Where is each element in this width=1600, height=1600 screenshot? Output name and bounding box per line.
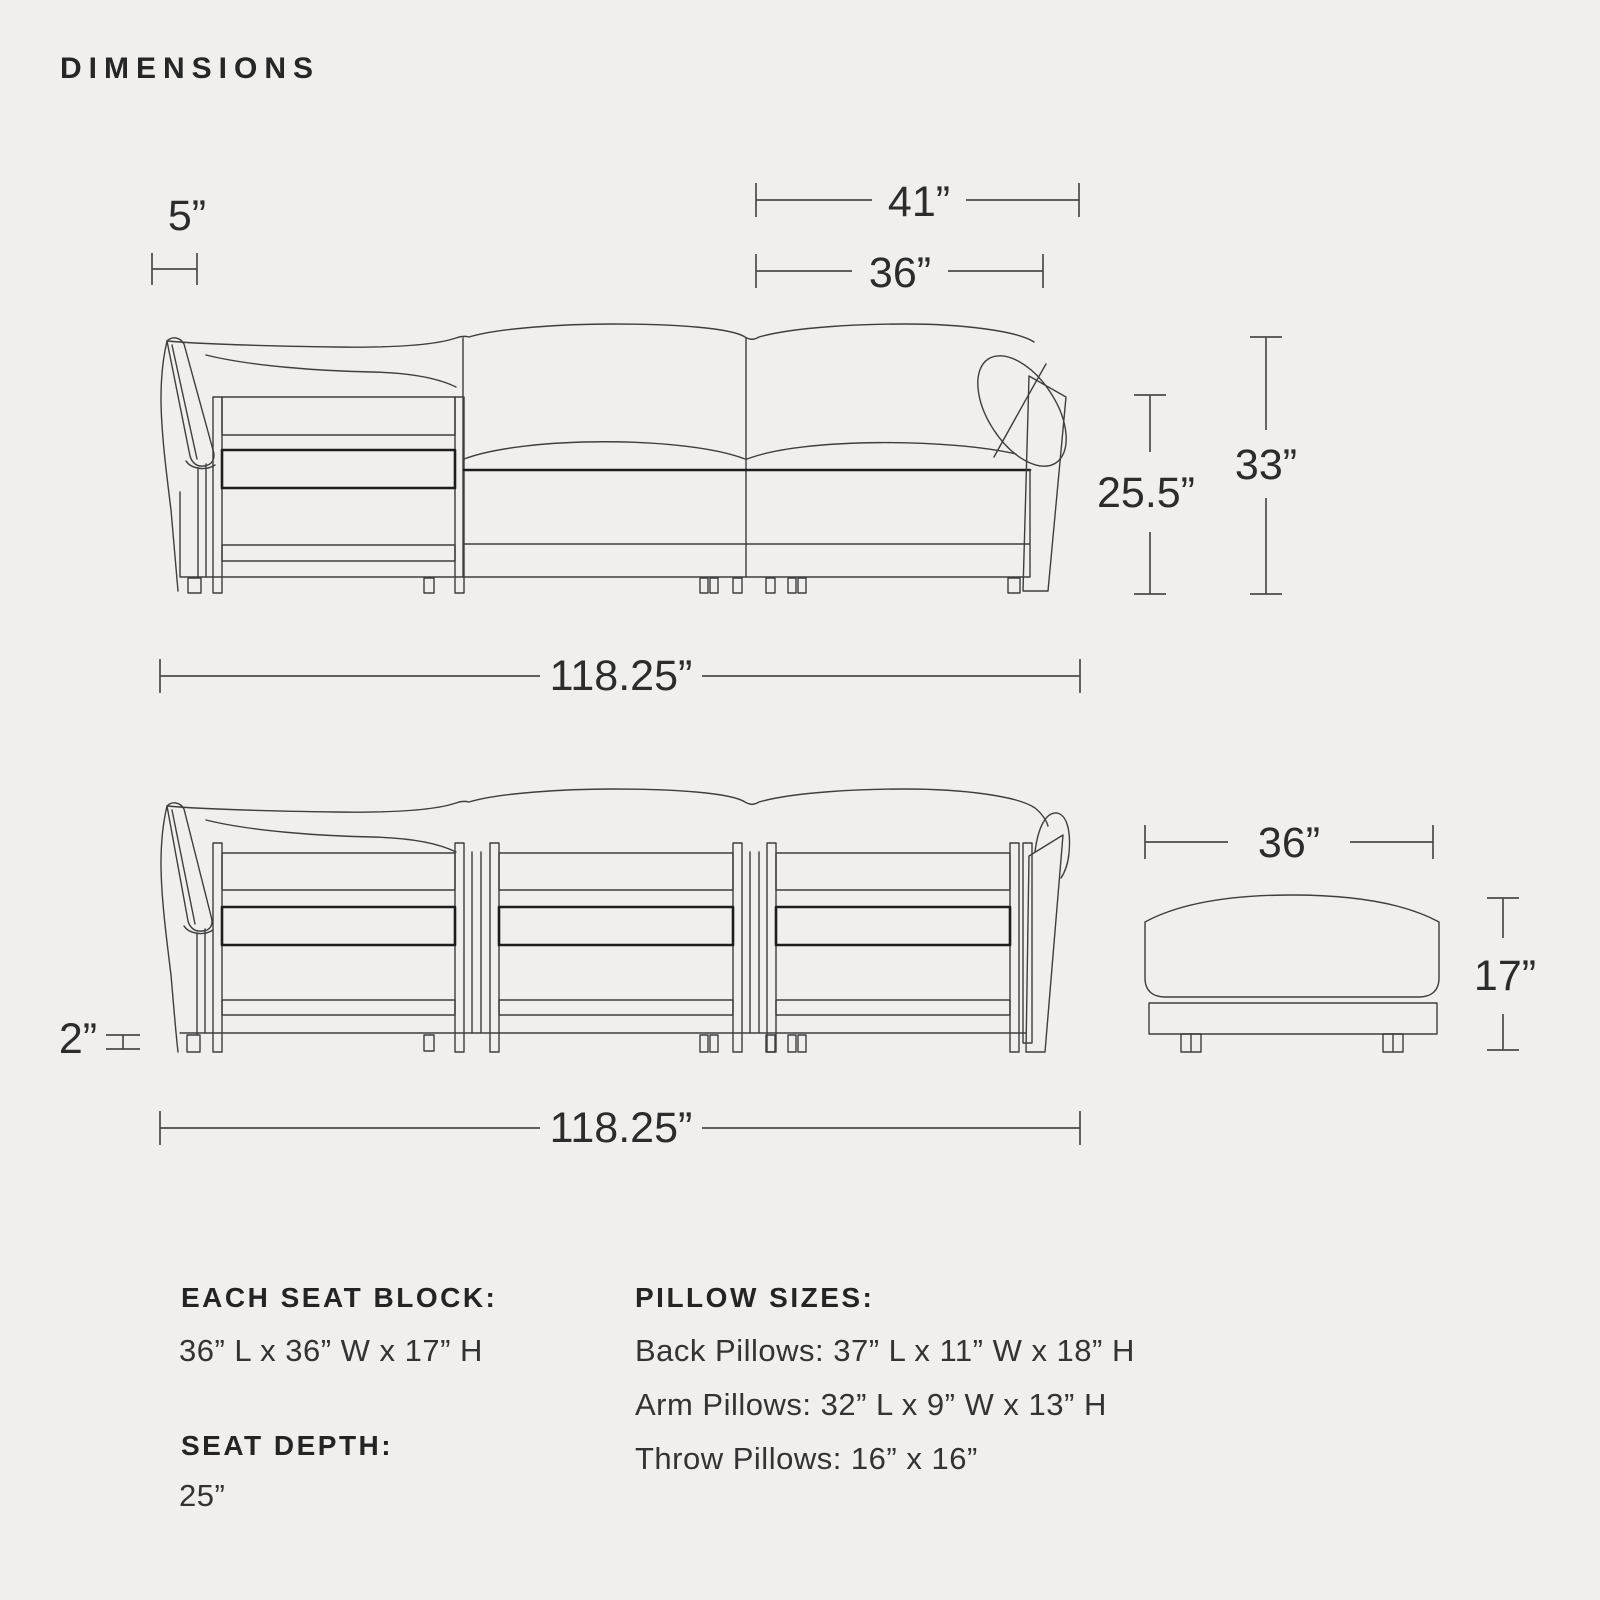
- frame-post: [1010, 843, 1019, 1052]
- pillow-sizes-heading: PILLOW SIZES:: [635, 1282, 875, 1313]
- seat-depth-heading: SEAT DEPTH:: [181, 1430, 394, 1461]
- dim-overall-length-front: [160, 652, 1080, 700]
- frame-bottom-rail: [499, 1000, 733, 1015]
- front-bolster-pillow-seam: [994, 364, 1046, 457]
- frame-post: [213, 843, 222, 1052]
- front-module-junctions: [463, 338, 746, 577]
- frame-bottom-rail: [222, 545, 455, 561]
- front-corner-frame: [213, 397, 464, 593]
- pillow-throw-value: Throw Pillows: 16” x 16”: [635, 1441, 978, 1476]
- frame-bottom-rail: [222, 1000, 455, 1015]
- dim-seat-with-back: [756, 178, 1079, 226]
- back-cushion-top: [167, 789, 1048, 826]
- back-left-arm-edge: [161, 806, 178, 1052]
- frame-mid-rail: [776, 907, 1010, 945]
- frame-post: [455, 843, 464, 1052]
- seat-block-value: 36” L x 36” W x 17” H: [179, 1333, 483, 1368]
- dim-ottoman-17-label: 17”: [1473, 952, 1537, 1000]
- leg: [188, 578, 201, 593]
- pillow-arm-value: Arm Pillows: 32” L x 9” W x 13” H: [635, 1387, 1107, 1422]
- front-left-arm-pillow-seam: [172, 345, 197, 459]
- front-corner-cushion-curve: [206, 355, 456, 387]
- dim-2-label: 2”: [58, 1015, 98, 1063]
- front-back-cushion-top: [167, 324, 1034, 347]
- leg: [766, 578, 775, 593]
- back-frame-module: [490, 843, 742, 1052]
- frame-top-rail: [499, 853, 733, 890]
- back-left-arm-inner-edges: [197, 929, 205, 1035]
- leg: [700, 1035, 708, 1052]
- front-left-arm-pillow-curl: [186, 461, 215, 468]
- frame-top-rail: [776, 853, 1010, 890]
- dim-118-back-label: 118.25”: [549, 1104, 693, 1152]
- pillow-back-value: Back Pillows: 37” L x 11” W x 18” H: [635, 1333, 1135, 1368]
- frame-post: [213, 397, 222, 593]
- dim-ottoman-height: [1474, 898, 1536, 1050]
- dim-ottoman-36-label: 36”: [1257, 819, 1321, 867]
- front-left-arm-edge: [161, 341, 178, 591]
- back-bolster-pillow: [1035, 813, 1070, 878]
- frame-mid-rail: [222, 450, 455, 488]
- leg: [788, 578, 796, 593]
- frame-post: [767, 843, 776, 1052]
- sofa-back-view-drawing: [161, 789, 1070, 1052]
- dim-36-label: 36”: [868, 249, 932, 297]
- dim-arm-width-label: 5”: [167, 192, 207, 240]
- back-legs: [187, 1035, 806, 1052]
- sofa-front-view-drawing: [161, 324, 1084, 593]
- dim-25-5-label: 25.5”: [1096, 469, 1196, 517]
- seat-block-heading: EACH SEAT BLOCK:: [181, 1282, 498, 1313]
- seat-depth-value: 25”: [179, 1478, 226, 1513]
- leg: [1008, 578, 1020, 593]
- back-left-arm-pillow-seam: [172, 810, 195, 924]
- frame-top-rail: [222, 853, 455, 890]
- front-seat-cushion-seams: [464, 442, 1016, 459]
- frame-post: [490, 843, 499, 1052]
- ottoman-cushion: [1145, 895, 1439, 997]
- back-frame-module: [767, 843, 1019, 1052]
- frame-top-rail: [222, 397, 455, 435]
- ottoman-drawing: [1145, 895, 1439, 1052]
- ottoman-base: [1149, 1003, 1437, 1034]
- frame-mid-rail: [499, 907, 733, 945]
- dim-arm-width-line: [152, 253, 197, 285]
- leg: [710, 578, 718, 593]
- dim-ottoman-width: [1145, 819, 1433, 867]
- leg: [798, 578, 806, 593]
- dim-seat-back-height: [1097, 395, 1195, 594]
- leg: [187, 1035, 200, 1052]
- front-legs: [188, 578, 1020, 593]
- leg: [710, 1035, 718, 1052]
- back-corner-cushion-curve: [206, 820, 456, 852]
- back-module-gaps: [472, 852, 759, 1033]
- frame-mid-rail: [222, 907, 455, 945]
- dim-overall-height: [1235, 337, 1297, 594]
- page-title: DIMENSIONS: [60, 52, 321, 85]
- dim-41-label: 41”: [887, 178, 951, 226]
- dim-seat-width: [756, 249, 1043, 297]
- dim-leg-height: [59, 1015, 140, 1063]
- frame-post: [733, 843, 742, 1052]
- dim-arm-width: [152, 192, 206, 285]
- dimension-annotations: [59, 178, 1536, 1152]
- leg: [424, 578, 434, 593]
- leg: [733, 578, 742, 593]
- back-frame-module: [213, 843, 464, 1052]
- dim-33-label: 33”: [1234, 441, 1298, 489]
- leg: [700, 578, 708, 593]
- front-bolster-pillow: [960, 340, 1085, 481]
- leg: [788, 1035, 796, 1052]
- leg: [424, 1035, 434, 1051]
- frame-bottom-rail: [776, 1000, 1010, 1015]
- dim-overall-length-back: [160, 1104, 1080, 1152]
- leg: [798, 1035, 806, 1052]
- dim-2-line: [106, 1035, 140, 1049]
- front-left-arm-inner-edges: [198, 464, 206, 577]
- dim-118-front-label: 118.25”: [549, 652, 693, 700]
